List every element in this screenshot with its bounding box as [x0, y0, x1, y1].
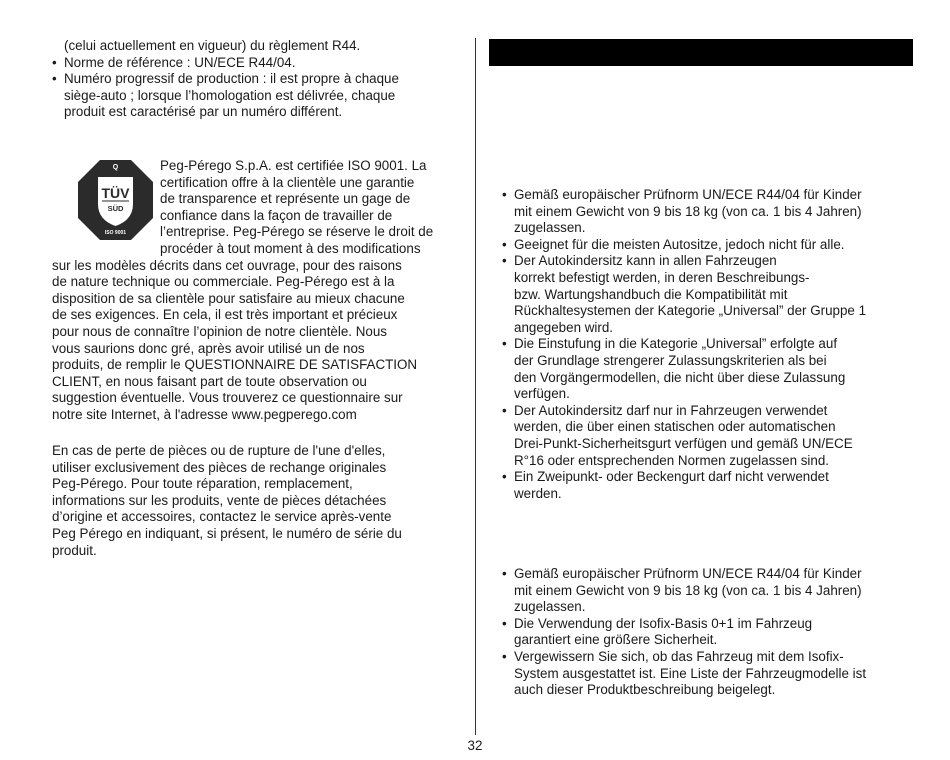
text-line: Peg Pérego en indiquant, si présent, le numéro de série du — [52, 525, 402, 541]
text-line: confiance dans la façon de travailler de — [160, 207, 393, 223]
text-line: suggestion éventuelle. Vous trouverez ce questionnaire sur — [52, 390, 403, 406]
intro-line: (celui actuellement en vigueur) du règlement R44. — [64, 38, 361, 53]
universal-bullet-list — [502, 187, 914, 502]
text-line: de ses exigences. En cela, il est très important et précieux — [52, 307, 398, 323]
logo-cert: ISO 9001 — [104, 230, 127, 236]
section-header-bar — [489, 39, 913, 66]
bullet-item: • Gemäß europäischer Prüfnorm UN/ECE R44/04 für Kinder mit einem Gewicht von 9 bis 18 kg (von ca. 1 bis 4 Jahren) zugelassen. — [502, 187, 914, 237]
bullet-item: • Der Autokindersitz darf nur in Fahrzeugen verwendet werden, die über einen statischen oder automatischen Drei-Punkt-Sicherheitsgurt verfügen und gemäß UN/ECE R°16 oder entsprechenden Normen zugelassen sind. — [502, 403, 914, 469]
text-line: Peg-Pérego. Pour toute réparation, remplacement, — [52, 476, 353, 492]
bullet-item: • Der Autokindersitz kann in allen Fahrzeugen korrekt befestigt werden, in deren Beschreibungs- bzw. Wartungshandbuch die Kompatibilität mit Rückhaltesystemen der Kategorie „Universal” der Gruppe 1 angegeben wird. — [502, 253, 914, 336]
intro-bullet: • Numéro progressif de production : il est propre à chaque siège-auto ; lorsque l’homologation est délivrée, chaque produit est caractérisé par un numéro différent. — [52, 71, 464, 121]
text-line: pour nous de connaître l’opinion de notre clientèle. Nous — [52, 323, 387, 339]
text-line: CLIENT, en nous faisant part de toute observation ou — [52, 373, 367, 389]
text-line: Peg-Pérego S.p.A. est certifiée ISO 9001. La — [160, 158, 427, 173]
bullet-item: • Gemäß europäischer Prüfnorm UN/ECE R44/04 für Kinder mit einem Gewicht von 9 bis 18 kg (von ca. 1 bis 4 Jahren) zugelassen. — [502, 566, 914, 616]
bullet-item: • Vergewissern Sie sich, ob das Fahrzeug mit dem Isofix- System ausgestattet ist. Eine Liste der Fahrzeugmodelle ist auch dieser Produktbeschreibung beigelegt. — [502, 649, 914, 699]
text-line: sur les modèles décrits dans cet ouvrage, pour des raisons — [52, 257, 402, 273]
text-line: informations sur les produits, vente de pièces détachées — [52, 492, 387, 508]
spare-parts-paragraph — [52, 443, 464, 559]
intro-text — [52, 38, 464, 55]
bullet-item: • Die Verwendung der Isofix-Basis 0+1 im Fahrzeug garantiert eine größere Sicherheit. — [502, 616, 914, 649]
text-line: En cas de perte de pièces ou de rupture de l'une d'elles, — [52, 443, 386, 458]
bullet-item: • Die Einstufung in die Kategorie „Universal” erfolgte auf der Grundlage strengerer Zulassungskriterien als bei den Vorgängermodellen, die nicht über diese Zulassung verfügen. — [502, 336, 914, 402]
text-line: l’entreprise. Peg-Pérego se réserve le droit de — [160, 224, 434, 240]
logo-sub: SÜD — [107, 204, 124, 213]
text-line: de transparence et représente un gage de — [160, 191, 411, 207]
logo-top-mark: Q — [112, 164, 119, 171]
left-column — [52, 38, 464, 121]
column-divider — [475, 38, 476, 735]
intro-bullet-list — [52, 55, 464, 121]
bullet-item: • Ein Zweipunkt- oder Beckengurt darf nicht verwendet werden. — [502, 469, 914, 502]
text-line: vous saurions donc gré, après avoir utilisé un de nos — [52, 340, 365, 356]
page-number: 32 — [467, 738, 483, 753]
bullet-item: • Geeignet für die meisten Autositze, jedoch nicht für alle. — [502, 237, 914, 254]
text-line: procéder à tout moment à des modifications — [160, 240, 421, 256]
text-line: produits, de remplir le QUESTIONNAIRE DE SATISFACTION — [52, 357, 418, 373]
text-line: notre site Internet, à l'adresse www.pegperego.com — [52, 406, 357, 422]
intro-bullet: • Norme de référence : UN/ECE R44/04. — [52, 55, 464, 72]
text-line: utiliser exclusivement des pièces de rechange originales — [52, 459, 387, 475]
text-line: produit. — [52, 542, 97, 558]
isofix-bullet-list — [502, 566, 914, 699]
text-line: certification offre à la clientèle une garantie — [160, 174, 415, 190]
text-line: disposition de sa clientèle pour satisfaire au mieux chacune — [52, 290, 405, 306]
text-line: d’origine et accessoires, contactez le service après-vente — [52, 509, 392, 525]
text-line: de nature technique ou commerciale. Peg-Pérego est à la — [52, 274, 395, 290]
certification-paragraph — [52, 158, 464, 424]
logo-brand: TÜV — [101, 185, 130, 201]
